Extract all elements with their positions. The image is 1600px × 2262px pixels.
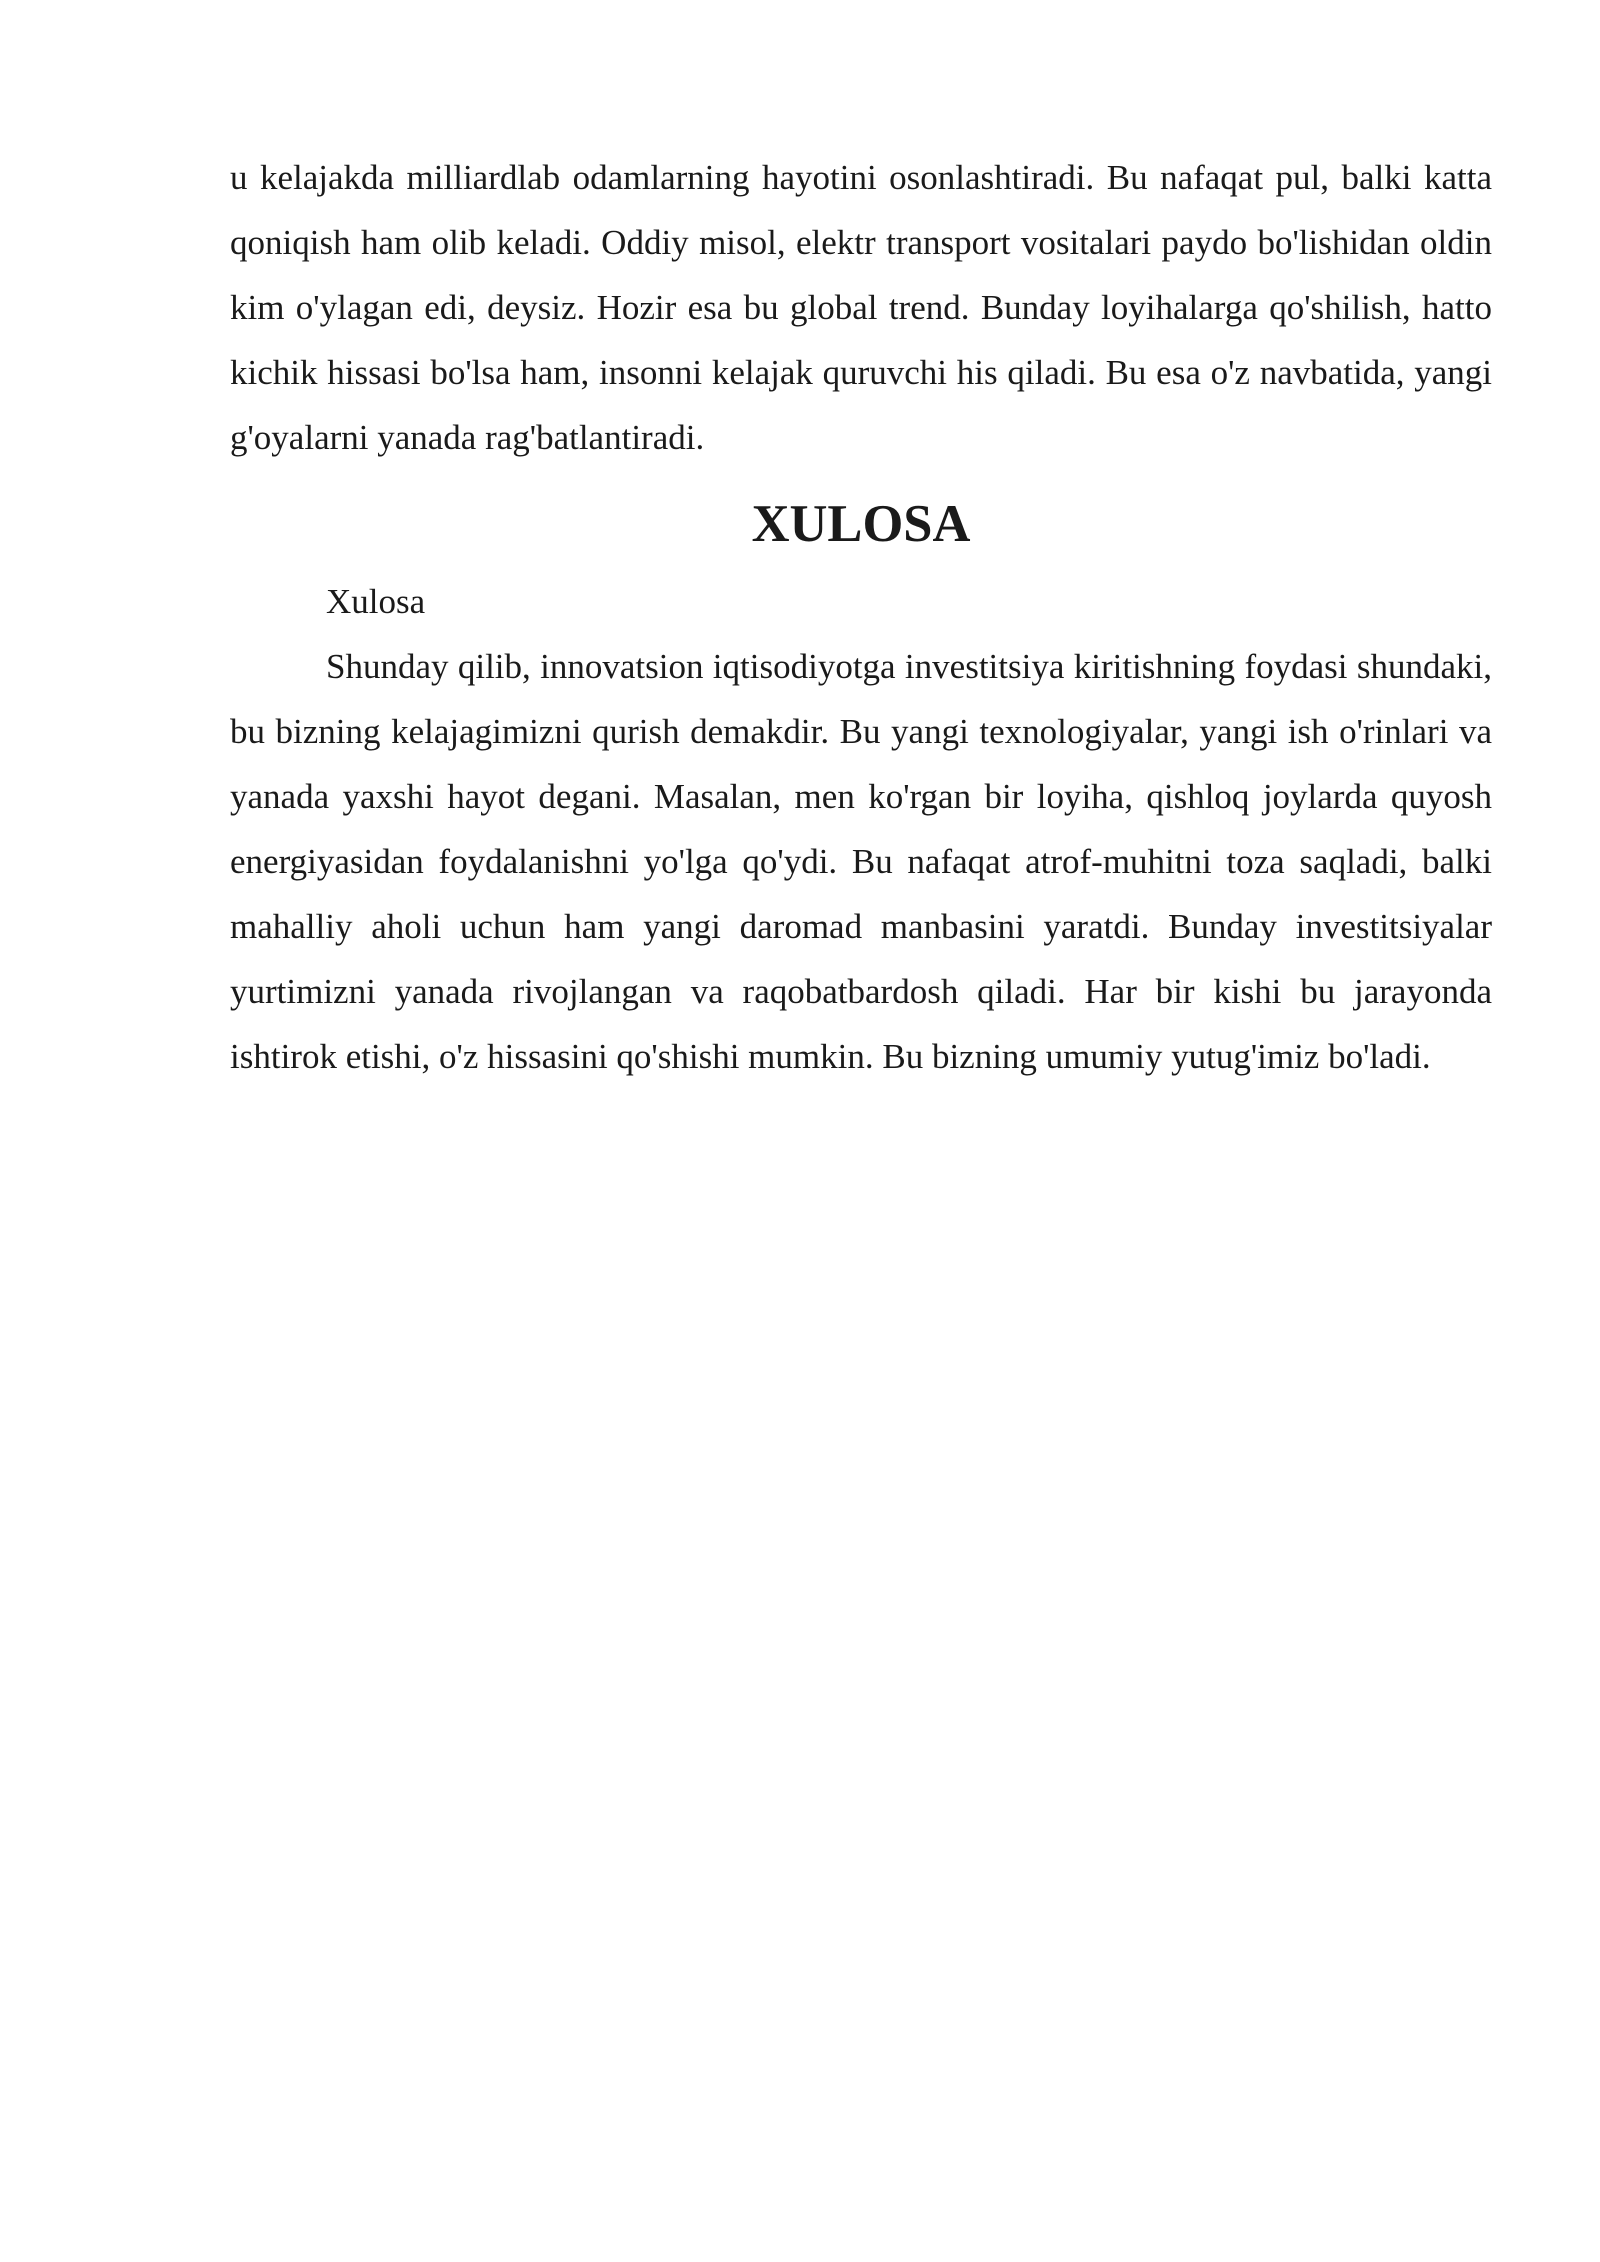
document-body: [230, 145, 1492, 1089]
intro-paragraph: u kelajakda milliardlab odamlarning hayotini osonlashtiradi. Bu nafaqat pul, balki katta qoniqish ham olib keladi. Oddiy misol, elektr transport vositalari paydo bo'lishidan oldin kim o'ylagan edi, deysiz. Hozir esa bu global trend. Bunday loyihalarga qo'shilish, hatto kichik hissasi bo'lsa ham, insonni kelajak quruvchi his qiladi. Bu esa o'z navbatida, yangi g'oyalarni yanada rag'batlantiradi.: [230, 158, 1492, 457]
subheading: Xulosa: [326, 582, 426, 621]
section-heading: XULOSA: [751, 495, 971, 553]
conclusion-paragraph: Shunday qilib, innovatsion iqtisodiyotga investitsiya kiritishning foydasi shundaki, bu bizning kelajagimizni qurish demakdir. Bu yangi texnologiyalar, yangi ish o'rinlari va yanada yaxshi hayot degani. Masalan, men ko'rgan bir loyiha, qishloq joylarda quyosh energiyasidan foydalanishni yo'lga qo'ydi. Bu nafaqat atrof-muhitni toza saqladi, balki mahalliy aholi uchun ham yangi daromad manbasini yaratdi. Bunday investitsiyalar yurtimizni yanada rivojlangan va raqobatbardosh qiladi. Har bir kishi bu jarayonda ishtirok etishi, o'z hissasini qo'shishi mumkin. Bu bizning umumiy yutug'imiz bo'ladi.: [230, 647, 1492, 1076]
